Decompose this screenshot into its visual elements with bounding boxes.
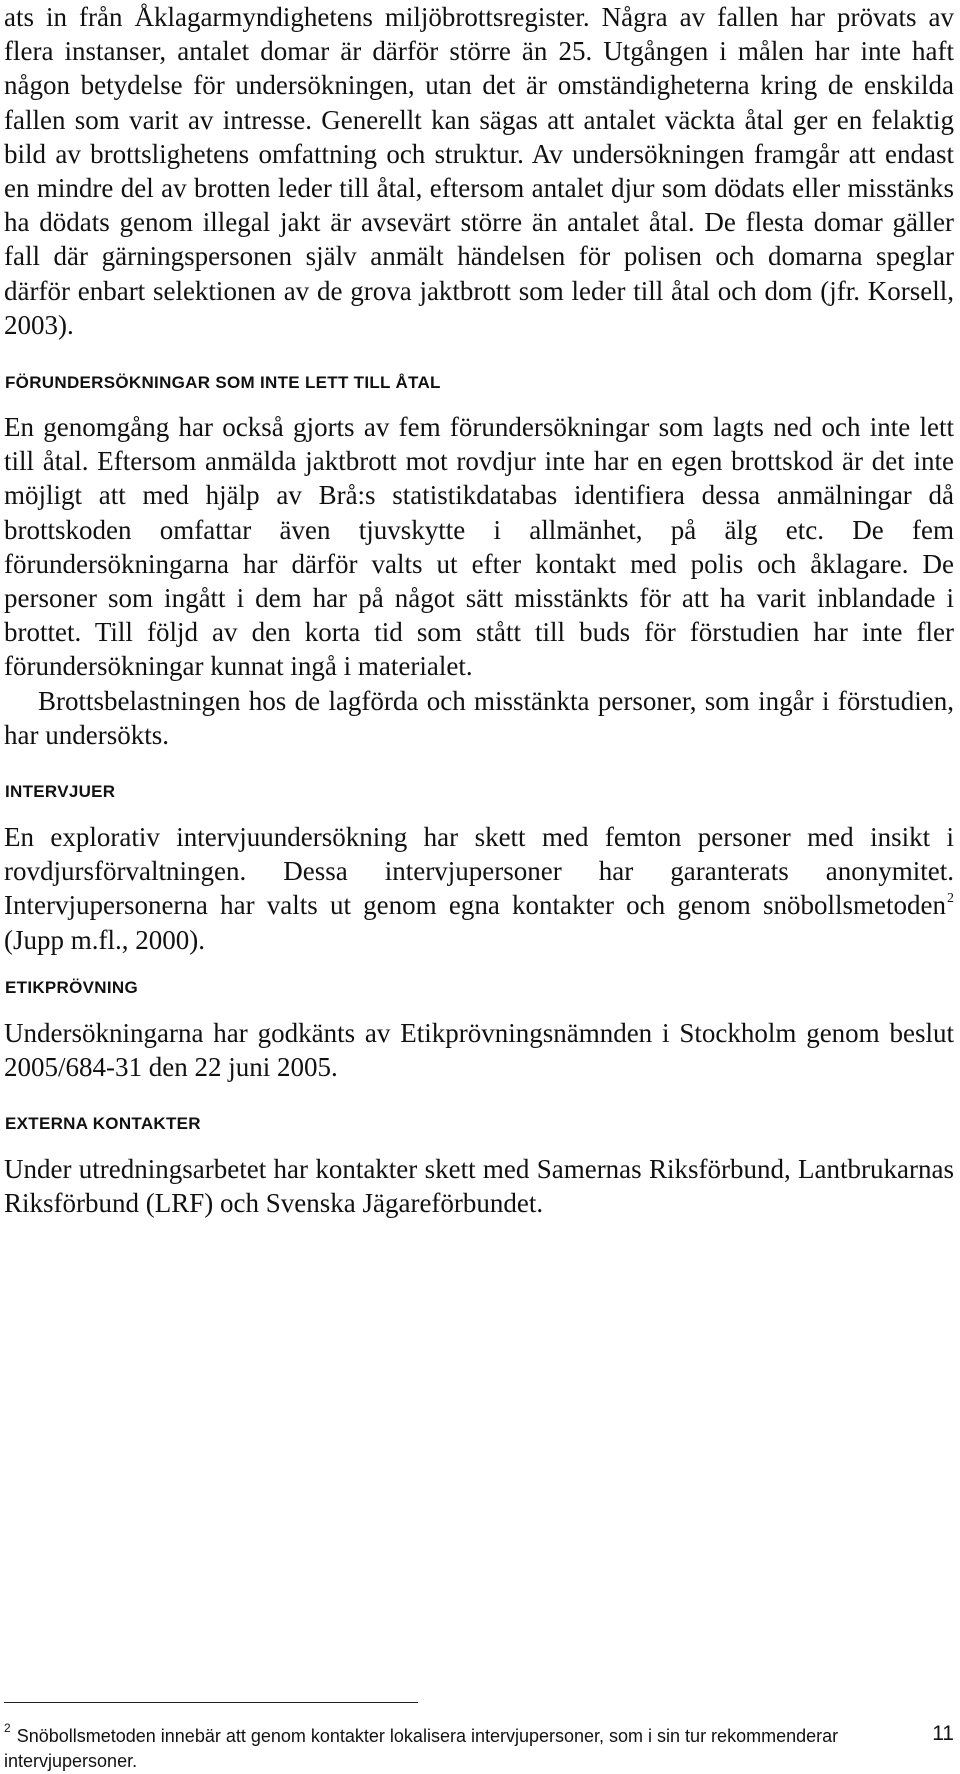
heading-forundersokningar: FÖRUNDERSÖKNINGAR SOM INTE LETT TILL ÅTAL (5, 373, 441, 392)
paragraph-intervjuer (4, 820, 954, 957)
section-forundersokningar-body (4, 410, 954, 752)
paragraph-text: En explorativ intervjuundersökning har skett med femton personer med insikt i rovdjursförvaltningen. Dessa intervjupersoner har garanterats anonymitet. Intervjupersonerna har valts ut genom egna kontakter och genom snöbollsmetoden (4, 822, 954, 921)
paragraph: Brottsbelastningen hos de lagförda och misstänkta personer, som ingår i förstudien, har undersökts. (4, 685, 954, 750)
heading-intervjuer: INTERVJUER (5, 782, 116, 801)
heading-etikprovning: ETIKPRÖVNING (5, 978, 139, 997)
paragraph-externa-kontakter: Under utredningsarbetet har kontakter skett med Samernas Riksförbund, Lantbrukarnas Riksförbund (LRF) och Svenska Jägareförbundet. (4, 1154, 954, 1219)
footnote (4, 1721, 954, 1774)
footnote-reference: 2 (947, 891, 954, 907)
footnote-divider (4, 1702, 418, 1703)
paragraph: En genomgång har också gjorts av fem förundersökningar som lagts ned och inte lett till åtal. Eftersom anmälda jaktbrott mot rovdjur inte har en egen brottskod är det inte möjligt att med hjälp av Brå:s statistikdatabas identifiera dessa anmälningar då brottskoden omfattar även tjuvskytte i allmänhet, på älg etc. De fem förundersökningarna har därför valts ut efter kontakt med polis och åklagare. De personer som ingått i dem har på något sätt misstänkts för att ha varit inblandade i brottet. Till följd av den korta tid som stått till buds för förstudien har inte fler förundersökningar kunnat ingå i materialet. (4, 412, 954, 682)
intro-paragraph: ats in från Åklagarmyndighetens miljöbrottsregister. Några av fallen har prövats av flera instanser, antalet domar är därför större än 25. Utgången i målen har inte haft någon betydelse för undersökningen, utan det är omständigheterna kring de enskilda fallen som varit av intresse. Generellt kan sägas att antalet väckta åtal ger en felaktig bild av brottslighetens omfattning och struktur. Av undersökningen framgår att endast en mindre del av brotten leder till åtal, eftersom antalet djur som dödats eller misstänks ha dödats genom illegal jakt är avsevärt större än antalet åtal. De flesta domar gäller fall där gärningspersonen själv anmält händelsen för polisen och domarna speglar därför enbart selektionen av de grova jaktbrott som leder till åtal och dom (jfr. Korsell, 2003). (4, 2, 954, 340)
paragraph-text: (Jupp m.fl., 2000). (4, 924, 205, 955)
footnote-text: Snöbollsmetoden innebär att genom kontakter lokalisera intervjupersoner, som i sin tur rekommenderar intervjupersoner. (4, 1726, 839, 1771)
footnote-number: 2 (4, 1721, 11, 1735)
page-number: 11 (932, 1722, 954, 1745)
heading-externa-kontakter: EXTERNA KONTAKTER (5, 1114, 201, 1133)
paragraph-etikprovning: Undersökningarna har godkänts av Etikprövningsnämnden i Stockholm genom beslut 2005/684-31 den 22 juni 2005. (4, 1018, 954, 1083)
